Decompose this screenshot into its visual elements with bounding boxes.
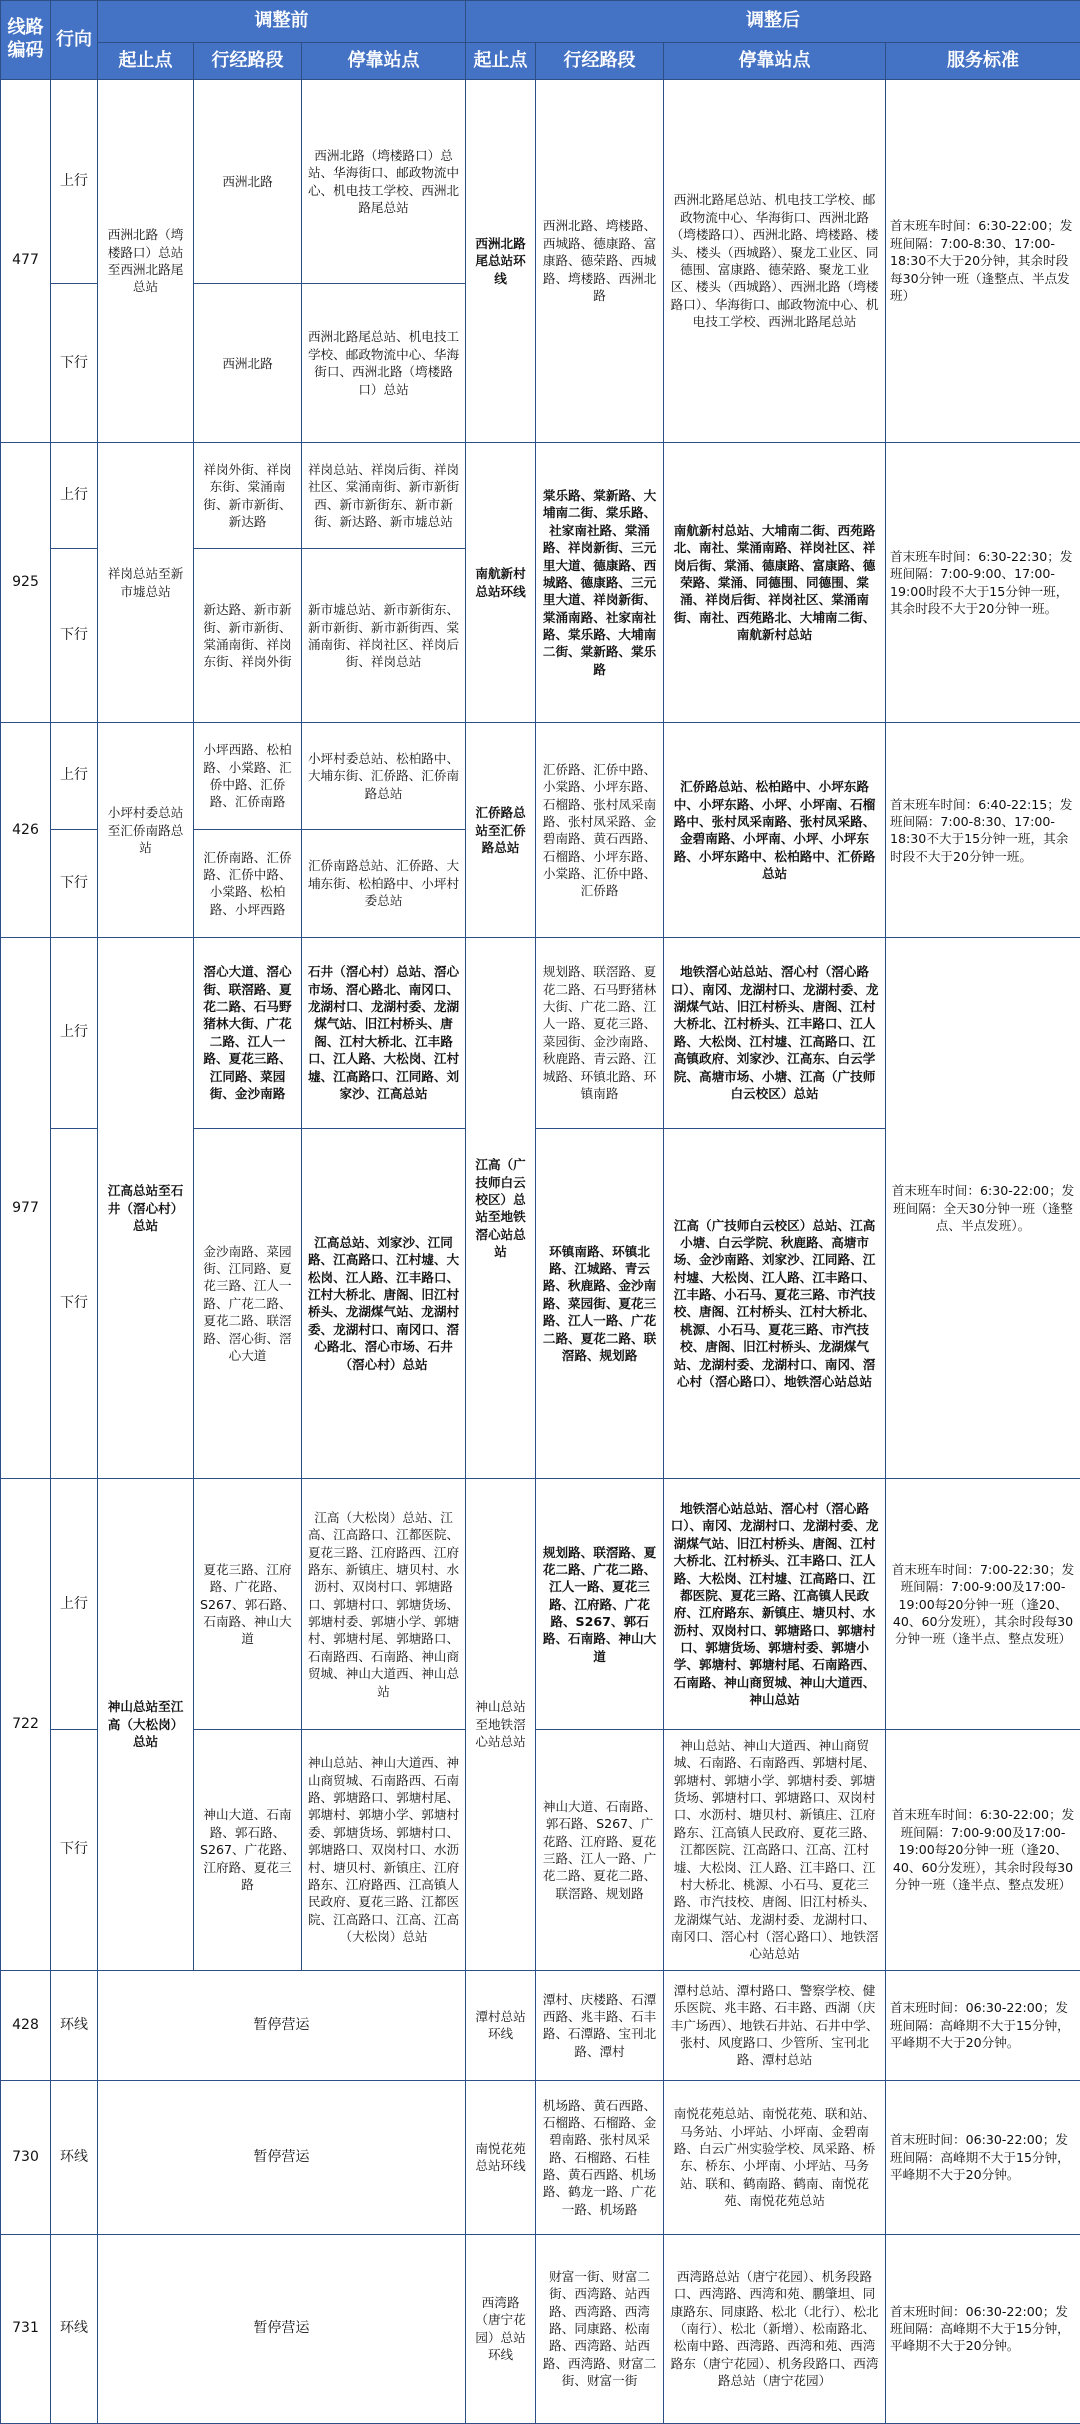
route-before: 新达路、新市新街、新市新街、棠涌南街、祥岗东街、祥岗外街 <box>194 549 302 723</box>
header-route-before: 行经路段 <box>194 42 302 79</box>
service-standard: 首末班车时间：6:30-22:00；发班间隔：全天30分钟一班（逢整点、半点发班）。 <box>886 938 1080 1479</box>
suspended-cell: 暂停营运 <box>98 1970 466 2081</box>
stops-after: 南悦花苑总站、南悦花苑、联和站、马务站、小坪站、小坪南、金碧南路、白云广州实验学校、凤采路、桥东、桥东、小坪南、小坪站、马务站、联和、鹤南路、鹤南、南悦花苑、南悦花苑总站 <box>664 2081 886 2234</box>
suspended-cell: 暂停营运 <box>98 2234 466 2423</box>
stops-after: 潭村总站、潭村路口、警察学校、健乐医院、兆丰路、石丰路、西湖（庆丰广场西）、地铁石井站、石井中学、张村、风度路口、少管所、宝刊北路、潭村总站 <box>664 1970 886 2081</box>
stops-before: 石井（滘心村）总站、滘心市场、滘心路北、南冈口、龙湖村口、龙湖村委、龙湖煤气站、旧江村桥头、唐阁、江村大桥北、江丰路口、江人路、大松岗、江村墟、江高路口、江同路、刘家沙、江高总站 <box>302 938 466 1128</box>
route-after: 规划路、联滘路、夏花二路、石马野猪林大街、广花二路、江人一路、夏花三路、菜园街、金沙南路、秋鹿路、青云路、江城路、环镇北路、环镇南路 <box>536 938 664 1128</box>
route-after: 规划路、联滘路、夏花二路、广花二路、江人一路、夏花三路、江府路、广花路、S267、郭石路、石南路、神山大道 <box>536 1479 664 1730</box>
route-after: 神山大道、石南路、郭石路、S267、广花路、江府路、夏花三路、江人一路、广花二路、夏花二路、联滘路、规划路 <box>536 1730 664 1970</box>
service-standard: 首末班时间：06:30-22:00；发班间隔：高峰期不大于15分钟，平峰期不大于20分钟。 <box>886 2081 1080 2234</box>
header-stops-before: 停靠站点 <box>302 42 466 79</box>
start-end-before: 神山总站至江高（大松岗）总站 <box>98 1479 194 1970</box>
suspended-cell: 暂停营运 <box>98 2081 466 2234</box>
header-before: 调整前 <box>98 1 466 43</box>
direction-cell: 下行 <box>51 284 98 443</box>
service-standard: 首末班车时间：7:00-22:30；发班间隔：7:00-9:00及17:00-19:00每20分钟一班（逢20、40、60分发班），其余时段每30分钟一班（逢半点、整点发班） <box>886 1479 1080 1730</box>
direction-cell: 上行 <box>51 1479 98 1730</box>
line-code: 977 <box>1 938 51 1479</box>
service-standard: 首末班时间：06:30-22:00；发班间隔：高峰期不大于15分钟，平峰期不大于20分钟。 <box>886 2234 1080 2423</box>
direction-cell: 下行 <box>51 549 98 723</box>
start-end-before: 小坪村委总站至汇侨南路总站 <box>98 723 194 938</box>
stops-after: 地铁滘心站总站、滘心村（滘心路口）、南冈、龙湖村口、龙湖村委、龙湖煤气站、旧江村桥头、唐阁、江村大桥北、江村桥头、江丰路口、江人路、大松岗、江村墟、江高路口、江高镇政府、刘家沙、江高东、白云学院、高塘市场、小塘、江高（广技师白云校区）总站 <box>664 938 886 1128</box>
table-row <box>1 938 1080 1128</box>
start-end-after: 神山总站至地铁滘心站总站 <box>466 1479 536 1970</box>
line-code: 477 <box>1 79 51 442</box>
start-end-after: 西洲北路尾总站环线 <box>466 79 536 442</box>
stops-after: 神山总站、神山大道西、神山商贸城、石南路、石南路西、郭塘村尾、郭塘村、郭塘小学、郭塘村委、郭塘货场、郭塘村口、郭塘路口、双岗村口、水沥村、塘贝村、新镇庄、江府路东、江高镇人民政府、夏花三路、江都医院、江高路口、江高、江村墟、大松岗、江人路、江丰路口、江村大桥北、桃源、小石马、夏花三路、市汽技校、唐阁、旧江村桥头、龙湖煤气站、龙湖村委、龙湖村口、南冈口、滘心村（滘心路口）、地铁滘心站总站 <box>664 1730 886 1970</box>
stops-after: 西湾路总站（唐宁花园）、机务段路口、西湾路、西湾和苑、鹏肇坦、同康路东、同康路、松北（北行）、松北（南行）、松北（新增）、松南路北、松南中路、西湾路、西湾和苑、西湾路东（唐宁花园）、机务段路口、西湾路总站（唐宁花园） <box>664 2234 886 2423</box>
table-row <box>1 2081 1080 2234</box>
header-start-end-after: 起止点 <box>466 42 536 79</box>
start-end-after: 汇侨路总站至汇侨路总站 <box>466 723 536 938</box>
header-route-after: 行经路段 <box>536 42 664 79</box>
stops-before: 新市墟总站、新市新街东、新市新街、新市新街西、棠涌南街、祥岗社区、祥岗后街、祥岗总站 <box>302 549 466 723</box>
stops-before: 江高（大松岗）总站、江高、江高路口、江都医院、夏花三路、江府路西、江府路东、新镇庄、塘贝村、水沥村、双岗村口、郭塘路口、郭塘村口、郭塘货场、郭塘村委、郭塘小学、郭塘村、郭塘村尾、郭塘路口、石南路西、石南路、神山商贸城、神山大道西、神山总站 <box>302 1479 466 1730</box>
service-standard: 首末班车时间：6:30-22:00；发班间隔：7:00-9:00及17:00-19:00每20分钟一班（逢20、40、60分发班），其余时段每30分钟一班（逢半点、整点发班） <box>886 1730 1080 1970</box>
start-end-before: 祥岗总站至新市墟总站 <box>98 443 194 723</box>
stops-before: 江高总站、刘家沙、江同路、江高路口、江村墟、大松岗、江人路、江丰路口、江村大桥北、唐阁、旧江村桥头、龙湖煤气站、龙湖村委、龙湖村口、南冈口、滘心路北、滘心市场、石井（滘心村）总站 <box>302 1128 466 1479</box>
header-start-end-before: 起止点 <box>98 42 194 79</box>
route-after: 棠乐路、棠新路、大埔南二街、棠乐路、社家南社路、棠涌路、祥岗新街、三元里大道、德康路、西城路、德康路、三元里大道、祥岗新街、棠涌南路、社家南社路、棠乐路、大埔南二街、棠新路、棠乐路 <box>536 443 664 723</box>
table-row <box>1 1970 1080 2081</box>
direction-cell: 上行 <box>51 938 98 1128</box>
header-after: 调整后 <box>466 1 1080 43</box>
line-code: 428 <box>1 1970 51 2081</box>
route-before: 小坪西路、松柏路、小棠路、汇侨中路、汇侨路、汇侨南路 <box>194 723 302 829</box>
start-end-after: 西湾路（唐宁花园）总站环线 <box>466 2234 536 2423</box>
line-code: 730 <box>1 2081 51 2234</box>
header-line-code: 线路 编码 <box>1 1 51 80</box>
service-standard: 首末班车时间：6:30-22:30；发班间隔：7:00-9:00、17:00-19:00时段不大于15分钟一班，其余时段不大于20分钟一班。 <box>886 443 1080 723</box>
direction-cell: 环线 <box>51 2234 98 2423</box>
table-row <box>1 723 1080 829</box>
route-before: 神山大道、石南路、郭石路、S267、广花路、江府路、夏花三路 <box>194 1730 302 1970</box>
stops-before: 汇侨南路总站、汇侨路、大埔东街、松柏路中、小坪村委总站 <box>302 829 466 937</box>
route-before: 西洲北路 <box>194 284 302 443</box>
route-after: 环镇南路、环镇北路、江城路、青云路、秋鹿路、金沙南路、菜园街、夏花三路、江人一路、广花二路、夏花二路、联滘路、规划路 <box>536 1128 664 1479</box>
line-code: 722 <box>1 1479 51 1970</box>
start-end-after: 南悦花苑总站环线 <box>466 2081 536 2234</box>
stops-before: 神山总站、神山大道西、神山商贸城、石南路西、石南路、郭塘路口、郭塘村尾、郭塘村、郭塘小学、郭塘村委、郭塘货场、郭塘村口、郭塘路口、双岗村口、水沥村、塘贝村、新镇庄、江府路东、江府路西、江高镇人民政府、夏花三路、江都医院、江高路口、江高、江高（大松岗）总站 <box>302 1730 466 1970</box>
route-before: 西洲北路 <box>194 79 302 284</box>
start-end-after: 南航新村总站环线 <box>466 443 536 723</box>
start-end-before: 江高总站至石井（滘心村）总站 <box>98 938 194 1479</box>
direction-cell: 环线 <box>51 2081 98 2234</box>
direction-cell: 上行 <box>51 723 98 829</box>
header-stops-after: 停靠站点 <box>664 42 886 79</box>
service-standard: 首末班时间：06:30-22:00；发班间隔：高峰期不大于15分钟，平峰期不大于20分钟。 <box>886 1970 1080 2081</box>
stops-before: 西洲北路（塆楼路口）总站、华海街口、邮政物流中心、机电技工学校、西洲北路尾总站 <box>302 79 466 284</box>
line-code: 925 <box>1 443 51 723</box>
direction-cell: 下行 <box>51 1128 98 1479</box>
route-after: 潭村、庆楼路、石潭西路、兆丰路、石丰路、石潭路、宝刊北路、潭村 <box>536 1970 664 2081</box>
route-after: 西洲北路、塆楼路、西城路、德康路、富康路、德荣路、西城路、塆楼路、西洲北路 <box>536 79 664 442</box>
table-row <box>1 1479 1080 1730</box>
header-direction: 行向 <box>51 1 98 80</box>
stops-before: 祥岗总站、祥岗后街、祥岗社区、棠涌南街、新市新街西、新市新街东、新市新街、新达路、新市墟总站 <box>302 443 466 549</box>
header-service: 服务标准 <box>886 42 1080 79</box>
stops-after: 南航新村总站、大埔南二街、西苑路北、南社、棠涌南路、祥岗社区、祥岗后街、棠涌、德康路、富康路、德荣路、棠涌、同德围、同德围、棠涌、祥岗后街、祥岗社区、棠涌南街、南社、西苑路北、大埔南二街、南航新村总站 <box>664 443 886 723</box>
direction-cell: 下行 <box>51 1730 98 1970</box>
stops-before: 西洲北路尾总站、机电技工学校、邮政物流中心、华海街口、西洲北路（塆楼路口）总站 <box>302 284 466 443</box>
table-row <box>1 443 1080 549</box>
route-after: 机场路、黄石西路、石榴路、石榴路、金碧南路、张村凤采路、石榴路、石桂路、黄石西路、机场路、鹤龙一路、广花一路、机场路 <box>536 2081 664 2234</box>
service-standard: 首末班车时间：6:30-22:00；发班间隔：7:00-8:30、17:00-18:30不大于20分钟，其余时段每30分钟一班（逢整点、半点发班） <box>886 79 1080 442</box>
start-end-after: 潭村总站环线 <box>466 1970 536 2081</box>
start-end-before: 西洲北路（塆楼路口）总站至西洲北路尾总站 <box>98 79 194 442</box>
route-before: 金沙南路、菜园街、江同路、夏花三路、江人一路、广花二路、夏花二路、联滘路、滘心街、滘心大道 <box>194 1128 302 1479</box>
route-before: 夏花三路、江府路、广花路、S267、郭石路、石南路、神山大道 <box>194 1479 302 1730</box>
direction-cell: 上行 <box>51 79 98 284</box>
stops-after: 地铁滘心站总站、滘心村（滘心路口）、南冈、龙湖村口、龙湖村委、龙湖煤气站、旧江村桥头、唐阁、江村大桥北、江村桥头、江丰路口、江人路、大松岗、江村墟、江高路口、江都医院、夏花三路、江高镇人民政府、江府路东、新镇庄、塘贝村、水沥村、双岗村口、郭塘路口、郭塘村口、郭塘货场、郭塘村委、郭塘小学、郭塘村、郭塘村尾、石南路西、石南路、神山商贸城、神山大道西、神山总站 <box>664 1479 886 1730</box>
service-standard: 首末班车时间：6:40-22:15；发班间隔：7:00-8:30、17:00-18:30不大于15分钟一班，其余时段不大于20分钟一班。 <box>886 723 1080 938</box>
line-code: 731 <box>1 2234 51 2423</box>
route-before: 滘心大道、滘心街、联滘路、夏花二路、石马野猪林大街、广花二路、江人一路、夏花三路、江同路、菜园街、金沙南路 <box>194 938 302 1128</box>
route-after: 财富一街、财富二街、西湾路、站西路、西湾路、西湾路、同康路、松南路、西湾路、站西路、西湾路、财富二街、财富一街 <box>536 2234 664 2423</box>
direction-cell: 下行 <box>51 829 98 937</box>
stops-before: 小坪村委总站、松柏路中、大埔东街、汇侨路、汇侨南路总站 <box>302 723 466 829</box>
direction-cell: 环线 <box>51 1970 98 2081</box>
stops-after: 西洲北路尾总站、机电技工学校、邮政物流中心、华海街口、西洲北路（塆楼路口）、西洲北路、塆楼路、楼头、楼头（西城路）、聚龙工业区、同德围、富康路、德荣路、聚龙工业区、楼头（西城路）、西洲北路（塆楼路口）、华海街口、邮政物流中心、机电技工学校、西洲北路尾总站 <box>664 79 886 442</box>
stops-after: 汇侨路总站、松柏路中、小坪东路中、小坪东路、小坪、小坪南、石榴路中、张村凤采南路、张村凤采路、金碧南路、小坪南、小坪、小坪东路、小坪东路中、松柏路中、汇侨路总站 <box>664 723 886 938</box>
start-end-after: 江高（广技师白云校区）总站至地铁滘心站总站 <box>466 938 536 1479</box>
route-after: 汇侨路、汇侨中路、小棠路、小坪东路、石榴路、张村凤采南路、张村凤采路、金碧南路、黄石西路、石榴路、小坪东路、小棠路、汇侨中路、汇侨路 <box>536 723 664 938</box>
route-before: 祥岗外街、祥岗东街、棠涌南街、新市新街、新达路 <box>194 443 302 549</box>
stops-after: 江高（广技师白云校区）总站、江高小塘、白云学院、秋鹿路、高塘市场、金沙南路、刘家沙、江同路、江村墟、大松岗、江人路、江丰路口、江丰路、小石马、夏花三路、市汽技校、唐阁、江村桥头、江村大桥北、桃源、小石马、夏花三路、市汽技校、唐阁、旧江村桥头、龙湖煤气站、龙湖村委、龙湖村口、南冈、滘心村（滘心路口）、地铁滘心站总站 <box>664 1128 886 1479</box>
route-before: 汇侨南路、汇侨路、汇侨中路、小棠路、松柏路、小坪西路 <box>194 829 302 937</box>
table-row <box>1 79 1080 284</box>
line-code: 426 <box>1 723 51 938</box>
table-row <box>1 2234 1080 2423</box>
direction-cell: 上行 <box>51 443 98 549</box>
